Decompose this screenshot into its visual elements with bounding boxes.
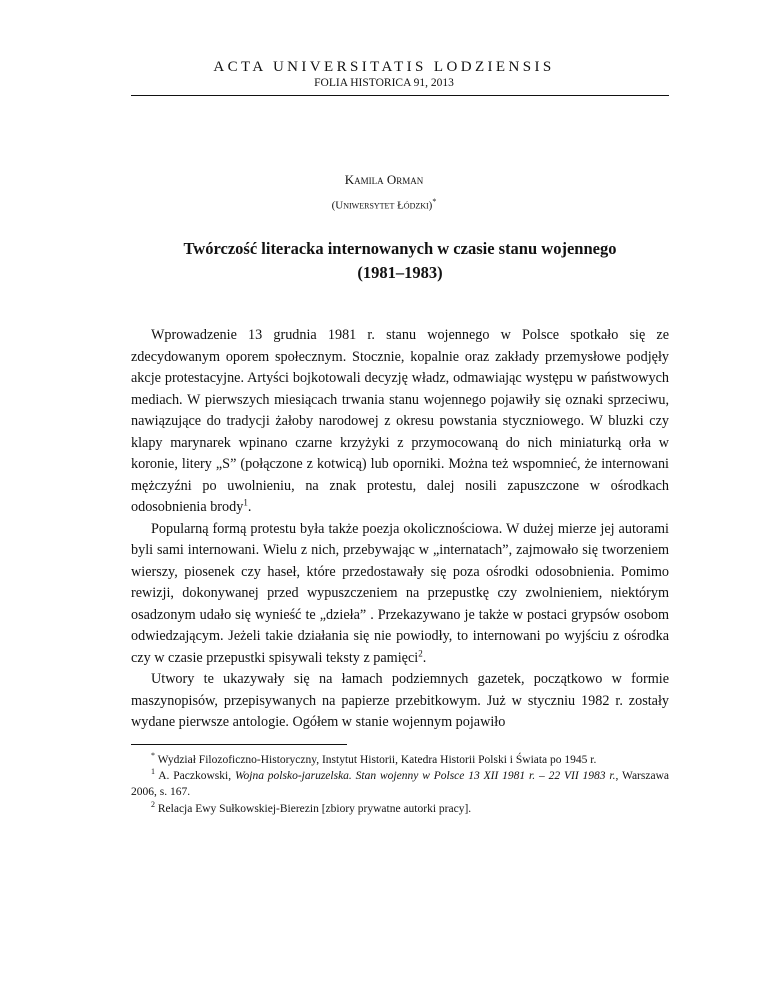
title-line-1: Twórczość literacka internowanych w czasie stanu wojennego xyxy=(183,239,617,258)
title-line-2: (1981–1983) xyxy=(357,263,443,282)
affiliation-text: (Uniwersytet Łódzki) xyxy=(331,199,433,212)
footnote-affiliation-text: Wydział Filozoficzno-Historyczny, Instytut Historii, Katedra Historii Polski i Świata po 1945 r. xyxy=(155,754,597,766)
author-affiliation xyxy=(0,197,768,212)
paragraph-2 xyxy=(131,519,669,670)
footnotes xyxy=(131,752,669,817)
paragraph-3: Utwory te ukazywały się na łamach podziemnych gazetek, początkowo w formie maszynopisów, przepisywanych na papierze przebitkowym. Już w styczniu 1982 r. zostały wydane pierwsze antologie. Ogółem w stanie wojennym pojawiło xyxy=(131,671,669,730)
footnote-mark-star: * xyxy=(151,751,155,761)
article-title xyxy=(131,237,669,285)
footnote-2-text: Relacja Ewy Sułkowskiej-Bierezin [zbiory prywatne autorki pracy]. xyxy=(155,802,472,815)
paragraph-2-end: . xyxy=(422,649,427,666)
footnote-affiliation xyxy=(131,752,669,768)
article-body xyxy=(131,325,669,734)
paragraph-2-text: Popularną formą protestu była także poezja okolicznościowa. W dużej mierze jej autorami byli sami internowani. Wielu z nich, przebywając w „internatach”, zajmowało się tworzeniem wierszy, piosenek czy haseł, które przedostawały się poza ośrodki odosobnienia. Pomimo rewizji, dokonywanej przed wypuszczeniem na przepustkę czy zwolnieniem, niektórym osadzonym udało się wynieść te „dzieła” . Przekazywano je także w postaci grypsów osobom odwiedzającym. Jeżeli takie działania się nie powiodły, to internowani po wyjściu z ośrodka czy w czasie przepustki spisywali teksty z pamięci xyxy=(131,520,669,666)
running-header xyxy=(0,59,768,89)
footnote-1-book-title: Wojna polsko-jaruzelska. Stan wojenny w Polsce 13 XII 1981 r. – 22 VII 1983 r. xyxy=(234,770,616,783)
footnote-ref-2[interactable]: 2 xyxy=(418,647,423,658)
paragraph-1 xyxy=(131,325,669,519)
footnote-mark-2: 2 xyxy=(151,799,155,809)
author-name: Kamila Orman xyxy=(344,172,424,187)
footnote-mark-1: 1 xyxy=(151,767,155,777)
footnote-1-author: A. Paczkowski, xyxy=(155,770,235,783)
header-rule xyxy=(131,95,669,96)
paragraph-1-end: . xyxy=(247,499,252,515)
journal-folio: FOLIA HISTORICA 91, 2013 xyxy=(314,77,454,89)
footnote-1 xyxy=(131,768,669,800)
affiliation-footnote-mark[interactable]: * xyxy=(432,197,437,206)
footnote-1-publication: , Warszawa 2006, s. 167. xyxy=(131,770,669,799)
footnote-2 xyxy=(131,801,669,817)
journal-title: ACTA UNIVERSITATIS LODZIENSIS xyxy=(213,59,555,75)
footnote-separator xyxy=(131,744,347,745)
footnote-ref-1[interactable]: 1 xyxy=(243,497,248,508)
paragraph-1-text: Wprowadzenie 13 grudnia 1981 r. stanu wojennego w Polsce spotkało się ze zdecydowanym oporem społecznym. Stocznie, kopalnie oraz zakłady przemysłowe podjęły akcje protestacyjne. Artyści bojkotowali decyzję władz, odmawiając występu w państwowych mediach. W pierwszych miesiącach trwania stanu wojennego pojawiły się oznaki sprzeciwu, nawiązujące do tradycji żałoby narodowej z okresu powstania styczniowego. W bluzki czy klapy marynarek wpinano czarne krzyżyki z przymocowaną do nich miniaturką orła w koronie, litery „S” (połączone z kotwicą) lub oporniki. Można też wspomnieć, że internowani mężczyźni po uwolnieniu, na znak protestu, dalej nosili zapuszczone w ośrodkach odosobnienia brody xyxy=(131,327,669,515)
